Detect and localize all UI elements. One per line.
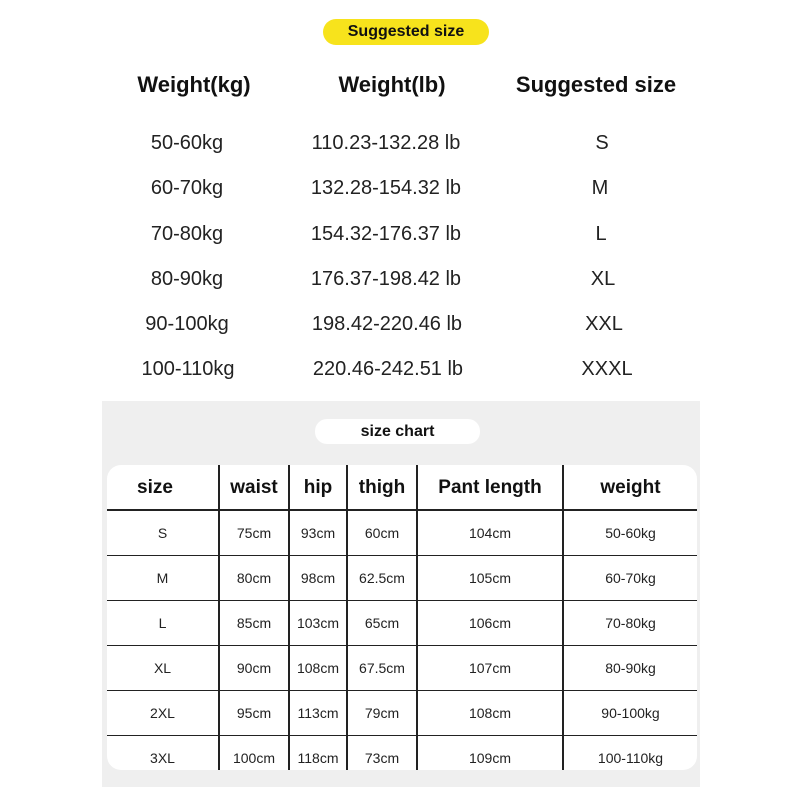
thigh-cell: 73cm (347, 736, 417, 771)
suggested-size-cell: XXXL (581, 358, 633, 380)
pant-length-column-header: Pant length (417, 465, 563, 510)
weight-row (0, 132, 800, 162)
weight-kg-cell: 100-110kg (141, 358, 235, 380)
suggested-size-cell: XL (590, 268, 616, 290)
thigh-cell: 60cm (347, 510, 417, 556)
weight-lb-cell: 176.37-198.42 lb (310, 268, 462, 290)
size-chart-table (107, 465, 697, 770)
weight-cell: 60-70kg (563, 556, 697, 601)
weight-column-header: weight (563, 465, 697, 510)
waist-cell: 75cm (219, 510, 289, 556)
table-row (107, 646, 697, 691)
pant-length-cell: 105cm (417, 556, 563, 601)
hip-cell: 118cm (289, 736, 347, 771)
weight-cell: 100-110kg (563, 736, 697, 771)
weight-kg-header: Weight(kg) (137, 72, 251, 97)
suggested-size-cell: XXL (585, 313, 623, 335)
size-cell: L (107, 601, 219, 646)
pant-length-cell: 104cm (417, 510, 563, 556)
weight-kg-cell: 90-100kg (145, 313, 229, 335)
size-cell: XL (107, 646, 219, 691)
size-cell: 2XL (107, 691, 219, 736)
table-row (107, 556, 697, 601)
waist-cell: 80cm (219, 556, 289, 601)
weight-row (0, 268, 800, 298)
waist-cell: 85cm (219, 601, 289, 646)
suggested-size-pill (323, 19, 489, 45)
thigh-cell: 65cm (347, 601, 417, 646)
size-cell: S (107, 510, 219, 556)
size-column-header: size (107, 465, 219, 510)
weight-cell: 50-60kg (563, 510, 697, 556)
table-row (107, 736, 697, 771)
hip-cell: 93cm (289, 510, 347, 556)
size-chart-card (107, 465, 697, 770)
weight-cell: 90-100kg (563, 691, 697, 736)
waist-cell: 100cm (219, 736, 289, 771)
size-chart-header-row (107, 465, 697, 510)
weight-lb-header: Weight(lb) (338, 72, 446, 97)
pant-length-cell: 109cm (417, 736, 563, 771)
thigh-cell: 79cm (347, 691, 417, 736)
weight-kg-cell: 50-60kg (150, 132, 224, 154)
suggested-size-cell: L (595, 223, 607, 245)
table-row (107, 510, 697, 556)
weight-lb-cell: 198.42-220.46 lb (311, 313, 463, 335)
weight-cell: 80-90kg (563, 646, 697, 691)
waist-cell: 90cm (219, 646, 289, 691)
hip-cell: 113cm (289, 691, 347, 736)
size-chart-pill (315, 419, 480, 444)
suggested-size-cell: M (591, 177, 609, 199)
hip-cell: 108cm (289, 646, 347, 691)
weight-cell: 70-80kg (563, 601, 697, 646)
suggested-size-header: Suggested size (515, 72, 677, 97)
weight-lb-cell: 132.28-154.32 lb (310, 177, 462, 199)
weight-lb-cell: 110.23-132.28 lb (311, 132, 461, 154)
size-cell: 3XL (150, 750, 175, 766)
suggested-size-pill-label: Suggested size (347, 23, 465, 40)
pant-length-cell: 108cm (417, 691, 563, 736)
weight-kg-cell: 60-70kg (150, 177, 224, 199)
thigh-cell: 67.5cm (347, 646, 417, 691)
size-cell: M (107, 556, 219, 601)
pant-length-cell: 106cm (417, 601, 563, 646)
weight-row (0, 177, 800, 207)
thigh-column-header: thigh (347, 465, 417, 510)
weight-lb-cell: 220.46-242.51 lb (312, 358, 464, 380)
weight-kg-cell: 70-80kg (150, 223, 224, 245)
hip-column-header: hip (289, 465, 347, 510)
hip-cell: 103cm (289, 601, 347, 646)
size-chart-title: size chart (360, 422, 435, 440)
waist-column-header: waist (219, 465, 289, 510)
table-row (107, 601, 697, 646)
weight-lb-cell: 154.32-176.37 lb (310, 223, 462, 245)
waist-cell: 95cm (219, 691, 289, 736)
thigh-cell: 62.5cm (347, 556, 417, 601)
weight-row (0, 358, 800, 388)
table-row (107, 691, 697, 736)
suggested-size-cell: S (595, 132, 609, 154)
weight-row (0, 223, 800, 253)
hip-cell: 98cm (289, 556, 347, 601)
pant-length-cell: 107cm (417, 646, 563, 691)
weight-kg-cell: 80-90kg (150, 268, 224, 290)
weight-row (0, 313, 800, 343)
